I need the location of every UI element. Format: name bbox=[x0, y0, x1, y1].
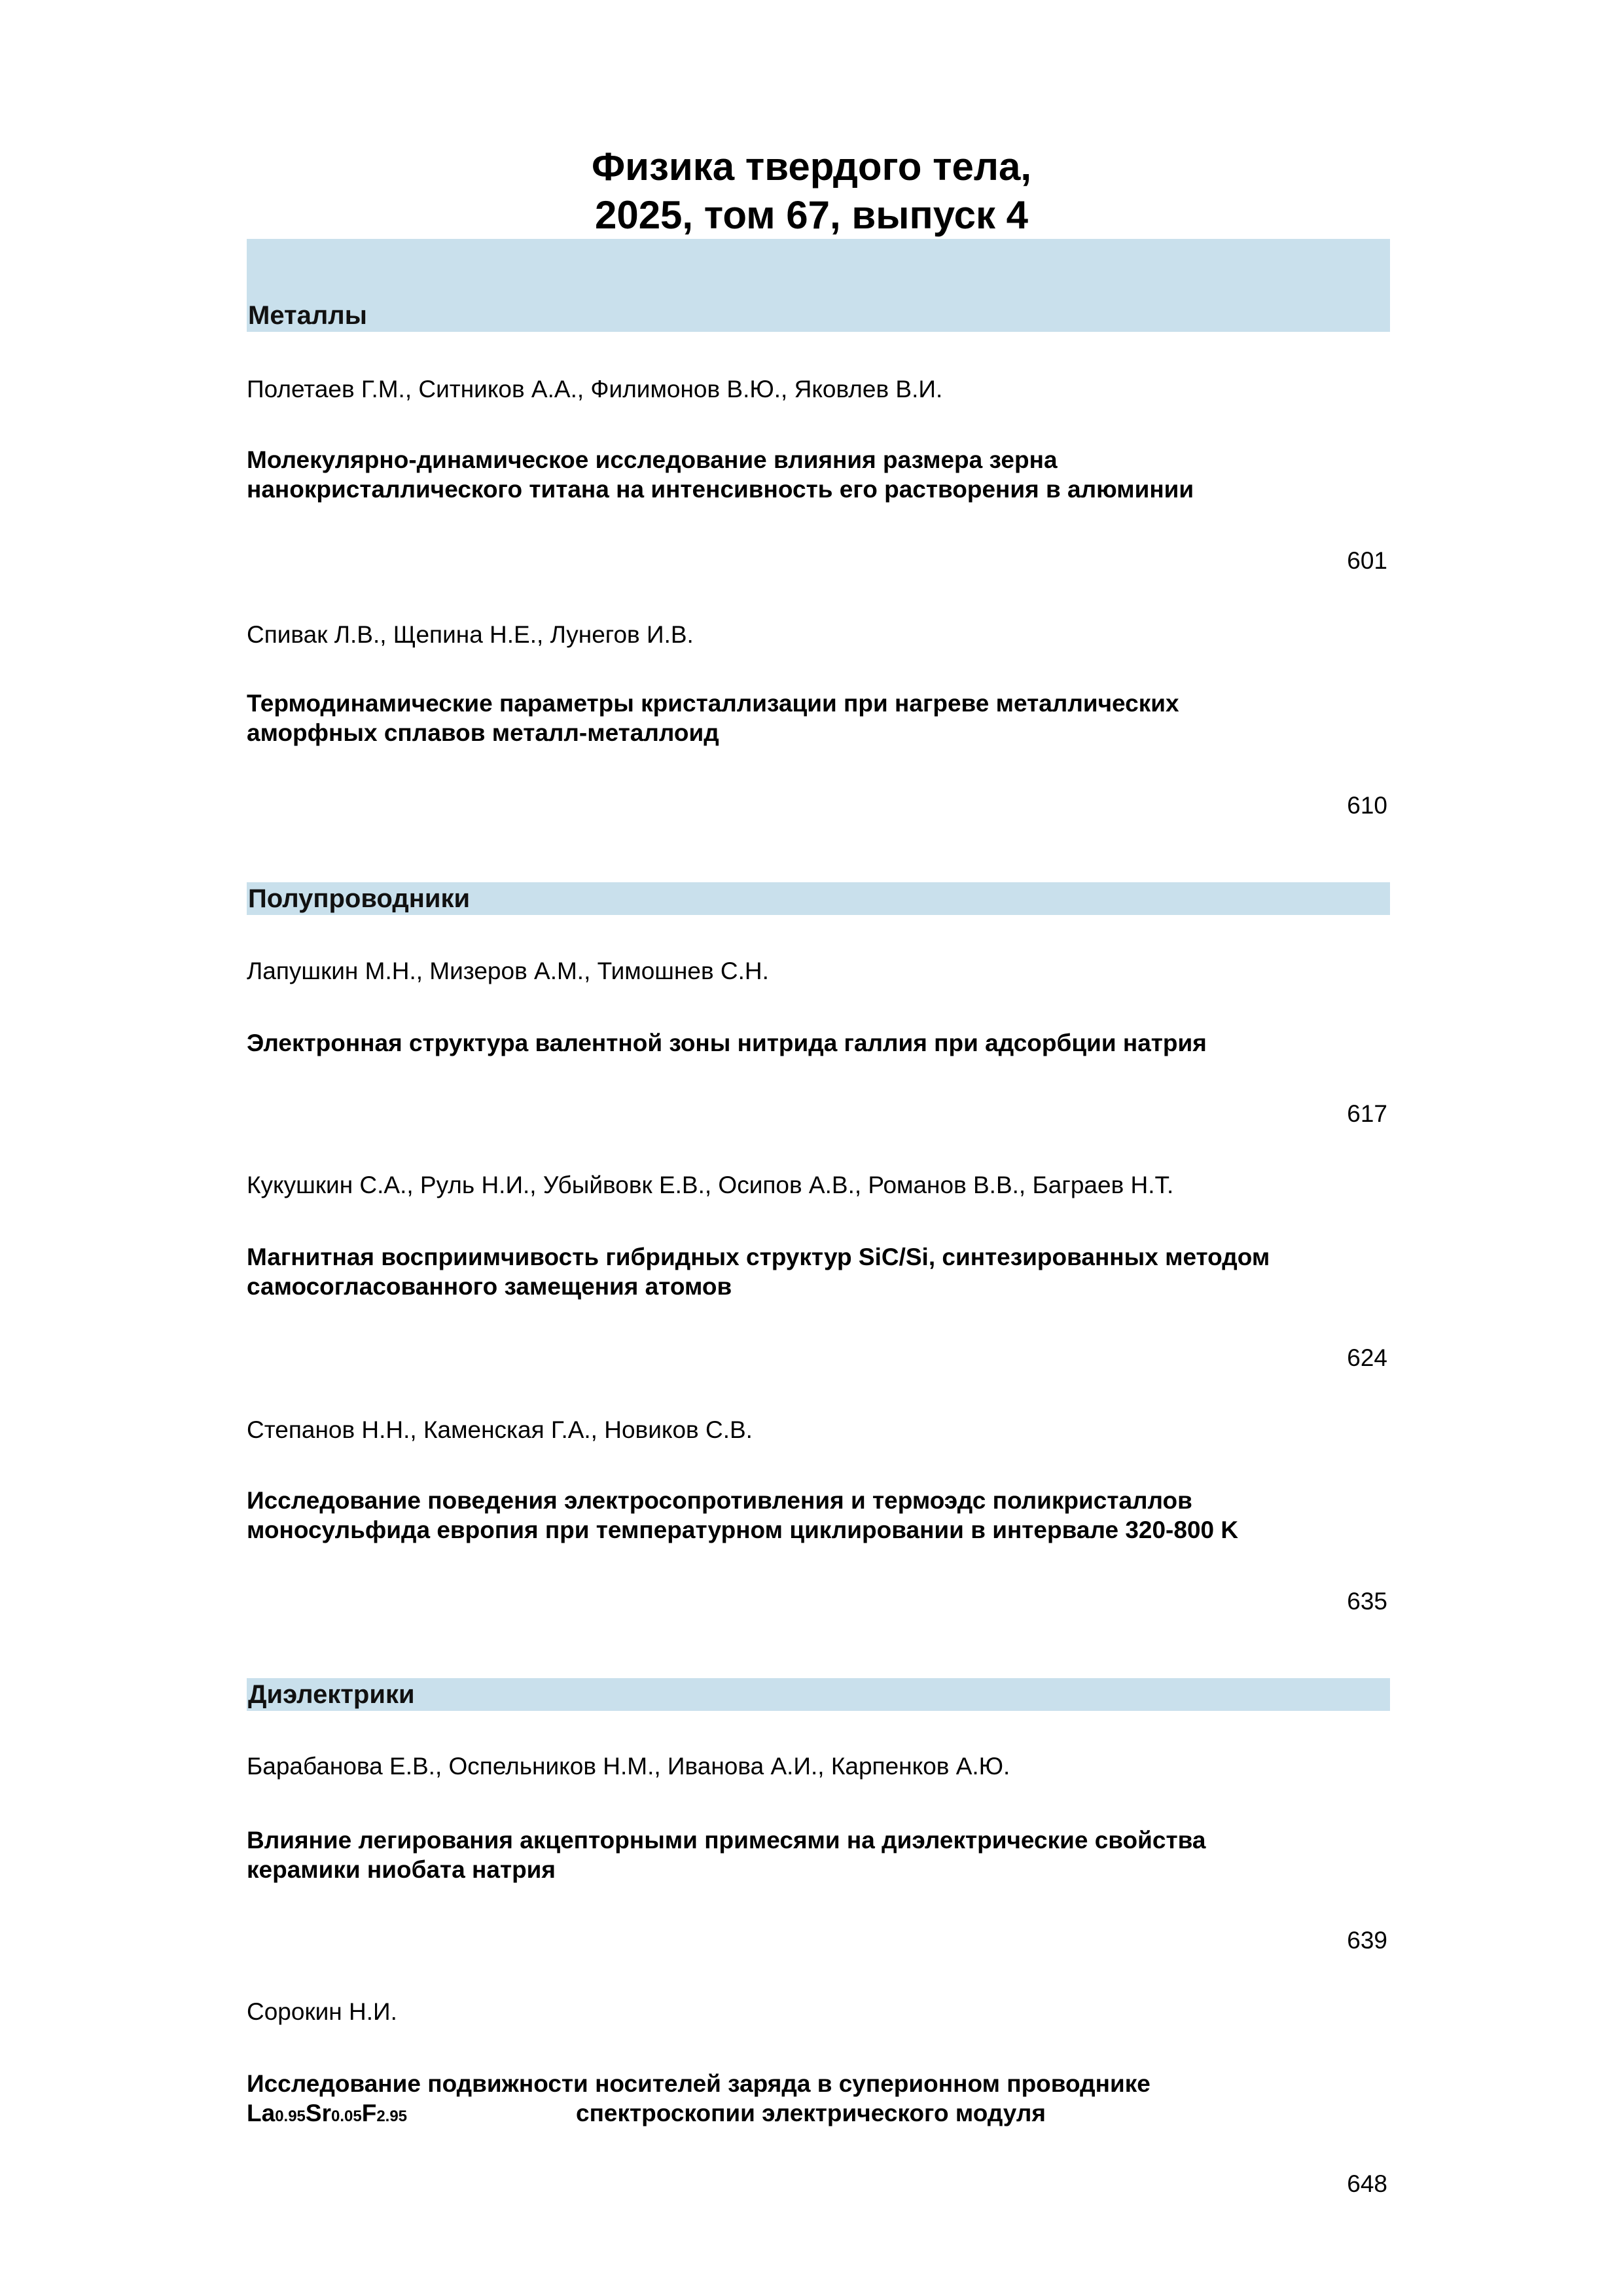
article-page: 617 bbox=[1347, 1100, 1387, 1127]
journal-issue: 2025, том 67, выпуск 4 bbox=[594, 193, 1029, 237]
article-title-line[interactable]: Молекулярно-динамическое исследование влияния размера зерна bbox=[247, 446, 1058, 473]
section-title: Диэлектрики bbox=[248, 1680, 415, 1709]
article-title-line[interactable]: керамики ниобата натрия bbox=[247, 1856, 556, 1883]
chemical-formula[interactable] bbox=[247, 2098, 548, 2131]
article-title-line[interactable]: нанокристаллического титана на интенсивность его растворения в алюминии bbox=[247, 476, 1194, 503]
article-authors: Полетаев Г.М., Ситников А.А., Филимонов В.Ю., Яковлев В.И. bbox=[247, 376, 943, 403]
article-page: 601 bbox=[1347, 547, 1387, 574]
section-title: Металлы bbox=[248, 301, 367, 330]
article-title-line[interactable]: Влияние легирования акцепторными примесями на диэлектрические свойства bbox=[247, 1827, 1206, 1854]
formula-subscript: 0.95 bbox=[275, 2108, 306, 2125]
article-title-line[interactable]: Термодинамические параметры кристаллизации при нагреве металлических bbox=[247, 690, 1179, 717]
journal-title: Физика твердого тела, bbox=[591, 145, 1032, 188]
article-title-line[interactable]: самосогласованного замещения атомов bbox=[247, 1273, 732, 1300]
article-title-line[interactable]: аморфных сплавов металл-металлоид bbox=[247, 719, 719, 746]
article-title-line[interactable]: Исследование подвижности носителей заряда в суперионном проводнике bbox=[247, 2070, 1150, 2097]
article-title-line[interactable]: Электронная структура валентной зоны нитрида галлия при адсорбции натрия bbox=[247, 1030, 1207, 1056]
formula-element: La bbox=[247, 2100, 276, 2126]
article-page: 635 bbox=[1347, 1588, 1387, 1615]
formula-subscript: 0.05 bbox=[330, 2108, 362, 2125]
article-authors: Барабанова Е.В., Оспельников Н.М., Иванова А.И., Карпенков А.Ю. bbox=[247, 1753, 1010, 1780]
section-header-dielectrics bbox=[247, 1678, 1390, 1711]
article-page: 639 bbox=[1347, 1927, 1387, 1954]
article-title-line[interactable]: спектроскопии электрического модуля bbox=[576, 2100, 1046, 2126]
article-authors: Спивак Л.В., Щепина Н.Е., Лунегов И.В. bbox=[247, 621, 694, 648]
article-title-line[interactable]: Исследование поведения электросопротивления и термоэдс поликристаллов bbox=[247, 1487, 1192, 1514]
article-authors: Сорокин Н.И. bbox=[247, 1998, 397, 2025]
article-page: 610 bbox=[1347, 792, 1387, 819]
section-header-semiconductors bbox=[247, 882, 1390, 915]
article-authors: Кукушкин С.А., Руль Н.И., Убыйвовк Е.В., Осипов А.В., Романов В.В., Баграев Н.Т. bbox=[247, 1172, 1174, 1198]
article-title-line[interactable]: Магнитная восприимчивость гибридных структур SiC/Si, синтезированных методом bbox=[247, 1244, 1270, 1270]
article-authors: Лапушкин М.Н., Мизеров А.М., Тимошнев С.Н. bbox=[247, 958, 769, 984]
section-header-metals bbox=[247, 239, 1390, 332]
formula-element: F bbox=[361, 2100, 377, 2126]
article-page: 624 bbox=[1347, 1344, 1387, 1371]
article-title-line[interactable]: моносульфида европия при температурном циклировании в интервале 320-800 K bbox=[247, 1516, 1239, 1543]
section-title: Полупроводники bbox=[248, 884, 471, 913]
article-authors: Степанов Н.Н., Каменская Г.А., Новиков С.В. bbox=[247, 1416, 753, 1443]
formula-subscript: 2.95 bbox=[376, 2108, 408, 2125]
article-page: 648 bbox=[1347, 2170, 1387, 2197]
formula-element: Sr bbox=[305, 2100, 331, 2126]
